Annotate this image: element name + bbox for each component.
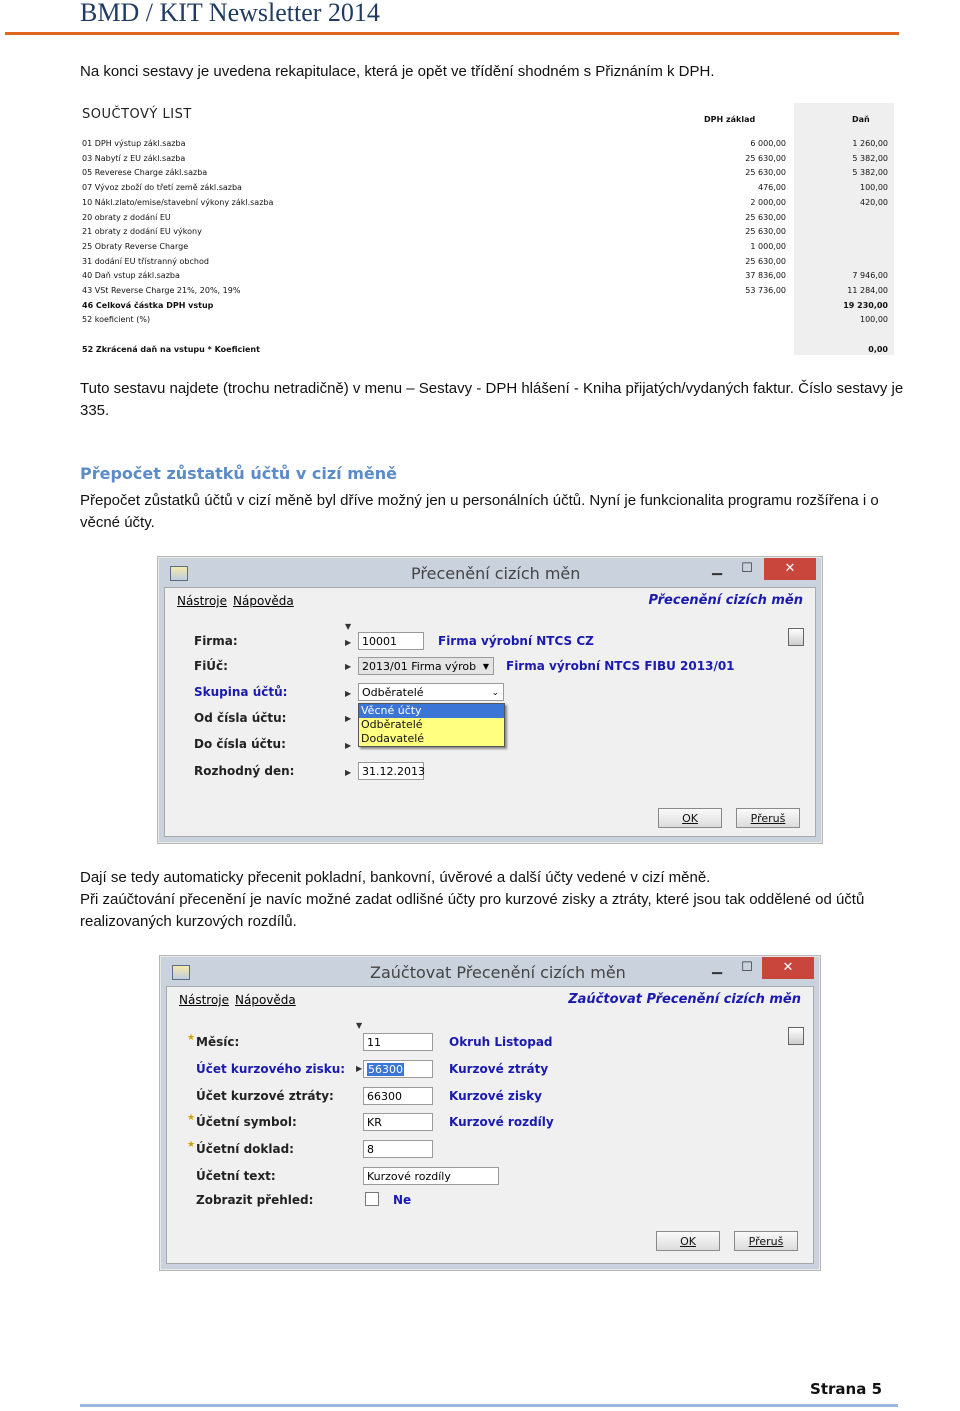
cancel-button[interactable] — [734, 1231, 798, 1251]
dialog-title: Přecenění cizích měn — [411, 564, 581, 583]
ok-label: OK — [680, 1235, 696, 1248]
label-skupina: Skupina účtů: — [194, 685, 288, 699]
tax-value: 5 382,00 — [852, 153, 888, 163]
footer-rule — [80, 1404, 898, 1407]
summary-row — [80, 286, 896, 301]
base-value: 37 836,00 — [745, 271, 786, 281]
lookup-arrow: ▶ — [345, 768, 352, 777]
base-value: 476,00 — [758, 183, 786, 193]
tax-value: 420,00 — [860, 197, 888, 207]
ok-button[interactable] — [658, 808, 722, 828]
minimize-button[interactable]: ▁ — [712, 561, 722, 576]
summary-row — [80, 168, 896, 183]
dropdown-option[interactable]: Věcné účty — [359, 704, 504, 718]
header-rule — [5, 32, 899, 35]
mesic-info: Okruh Listopad — [449, 1035, 553, 1049]
summary-row — [80, 139, 896, 154]
label-firma: Firma: — [194, 634, 238, 648]
menu-help[interactable]: Nápověda — [235, 993, 296, 1007]
fiuc-value: 2013/01 Firma výrob — [362, 660, 477, 673]
label-ucet-ztraty: Účet kurzové ztráty: — [196, 1089, 334, 1103]
row-label: 05 Reverese Charge zákl.sazba — [82, 168, 208, 178]
lookup-arrow: ▶ — [345, 638, 352, 647]
tax-value: 5 382,00 — [852, 168, 888, 178]
lookup-arrow: ▶ — [345, 689, 352, 698]
ucetni-symbol-info: Kurzové rozdíly — [449, 1115, 554, 1129]
row-label: 40 Daň vstup zákl.sazba — [82, 271, 180, 281]
row-label: 10 Nákl.zlato/emise/stavební výkony zákl.sazba — [82, 197, 274, 207]
dialog-titlebar — [158, 557, 822, 587]
tax-value: 1 260,00 — [852, 139, 888, 148]
base-column-header: DPH základ — [704, 115, 756, 124]
menu-path-paragraph: Tuto sestavu najdete (trochu netradičně) v menu – Sestavy - DPH hlášení - Kniha přijatých/vydaných faktur. Číslo sestavy je 335. — [80, 380, 904, 419]
tax-value: 0,00 — [868, 344, 888, 354]
ucetni-text-input[interactable]: Kurzové rozdíly — [363, 1167, 499, 1185]
lookup-arrow: ▶ — [345, 714, 352, 723]
summary-row — [80, 198, 896, 213]
base-value: 25 630,00 — [745, 153, 786, 163]
required-star-icon: ★ — [187, 1033, 196, 1043]
fiuc-select[interactable] — [358, 657, 494, 675]
newsletter-title: BMD / KIT Newsletter 2014 — [80, 0, 380, 27]
dialog-title: Zaúčtovat Přecenění cizích měn — [370, 963, 626, 982]
row-label: 01 DPH výstup zákl.sazba — [82, 139, 186, 148]
tax-value: 19 230,00 — [843, 300, 888, 310]
ucetni-doklad-input[interactable]: 8 — [363, 1140, 433, 1158]
dialog-titlebar — [160, 956, 820, 986]
ok-label: OK — [682, 812, 698, 825]
label-rozhodny-den: Rozhodný den: — [194, 764, 295, 778]
label-fiuc: FiÚč: — [194, 659, 228, 673]
label-ucetni-doklad: Účetní doklad: — [196, 1142, 294, 1156]
summary-row — [80, 315, 896, 330]
required-star-icon: ★ — [187, 1140, 196, 1150]
app-icon — [170, 566, 188, 581]
mesic-input[interactable]: 11 — [363, 1033, 433, 1051]
row-label: 07 Vývoz zboží do třetí země zákl.sazba — [82, 183, 242, 193]
ucetni-symbol-input[interactable]: KR — [363, 1113, 433, 1131]
cancel-label: Přeruš — [748, 1235, 784, 1248]
tax-value: 100,00 — [860, 315, 888, 325]
fiuc-info: Firma výrobní NTCS FIBU 2013/01 — [506, 659, 735, 673]
dropdown-option[interactable]: Dodavatelé — [361, 732, 425, 745]
zobrazit-prehled-value: Ne — [393, 1193, 412, 1207]
ucet-ztraty-info: Kurzové zisky — [449, 1089, 542, 1103]
app-icon — [172, 965, 190, 980]
label-mesic: Měsíc: — [196, 1035, 240, 1049]
menu-help[interactable]: Nápověda — [233, 594, 294, 608]
row-label: 25 Obraty Reverse Charge — [82, 241, 189, 251]
selected-text: 56300 — [368, 1063, 403, 1076]
posting-dialog — [159, 955, 821, 1271]
label-do-cisla: Do čísla účtu: — [194, 737, 286, 751]
label-zobrazit-prehled: Zobrazit přehled: — [196, 1193, 314, 1207]
summary-row — [80, 213, 896, 228]
summary-row — [80, 257, 896, 272]
summary-row — [80, 345, 896, 360]
skupina-select[interactable] — [358, 683, 504, 701]
summary-row — [80, 154, 896, 169]
chevron-down-icon: ⌄ — [491, 688, 499, 698]
menu-tools[interactable]: Nástroje — [179, 993, 230, 1007]
row-label: 43 VSt Reverse Charge 21%, 20%, 19% — [82, 286, 241, 295]
summary-row — [80, 183, 896, 198]
summary-row — [80, 227, 896, 242]
row-label: 03 Nabytí z EU zákl.sazba — [82, 153, 186, 163]
lookup-arrow: ▶ — [356, 1064, 363, 1073]
notes-icon[interactable] — [788, 1027, 804, 1045]
lookup-arrow: ▶ — [345, 741, 352, 750]
summary-title: SOUČTOVÝ LIST — [82, 107, 192, 122]
dropdown-option[interactable]: Odběratelé — [361, 718, 423, 731]
rozhodny-den-input[interactable]: 31.12.2013 — [358, 762, 424, 780]
firma-info: Firma výrobní NTCS CZ — [438, 634, 594, 648]
row-label: 21 obraty z dodání EU výkony — [82, 227, 202, 237]
firma-input[interactable]: 10001 — [358, 632, 424, 650]
summary-row — [80, 271, 896, 286]
page-number: Strana 5 — [810, 1380, 882, 1398]
zobrazit-prehled-checkbox[interactable] — [365, 1192, 379, 1206]
section-paragraph: Přepočet zůstatků účtů v cizí měně byl dříve možný jen u personálních účtů. Nyní je funkcionalita programu rozšířena i o věcné účty. — [80, 492, 879, 531]
label-ucetni-symbol: Účetní symbol: — [196, 1115, 297, 1129]
maximize-button[interactable]: ☐ — [741, 960, 753, 975]
maximize-button[interactable]: ☐ — [741, 561, 753, 576]
label-ucet-zisku: Účet kurzového zisku: — [196, 1062, 346, 1076]
ucet-ztraty-input[interactable]: 66300 — [363, 1087, 433, 1105]
summary-sheet — [80, 103, 896, 355]
revaluation-paragraph: Dají se tedy automaticky přecenit pokladní, bankovní, úvěrové a další účty vedené v cizí měně. — [80, 869, 711, 886]
posting-paragraph: Při zaúčtování přecenění je navíc možné zadat odlišné účty pro kurzové zisky a ztráty, které jsou tak oddělené od účtů realizovaných kurzových rozdílů. — [80, 891, 865, 930]
lookup-arrow: ▶ — [345, 662, 352, 671]
section-heading: Přepočet zůstatků účtů v cizí měně — [80, 464, 397, 483]
row-label: 46 Celková částka DPH vstup — [82, 300, 214, 310]
chevron-down-icon: ▼ — [482, 662, 489, 671]
close-button[interactable]: ✕ — [764, 558, 816, 580]
ucet-zisku-input[interactable] — [363, 1060, 433, 1078]
close-button[interactable]: ✕ — [762, 957, 814, 979]
base-value: 2 000,00 — [750, 197, 786, 207]
ok-button[interactable] — [656, 1231, 720, 1251]
base-value: 1 000,00 — [750, 241, 786, 251]
required-marker: ▼ — [356, 1021, 363, 1030]
row-label: 52 koeficient (%) — [82, 315, 151, 325]
minimize-button[interactable]: ▁ — [712, 960, 722, 975]
intro-paragraph: Na konci sestavy je uvedena rekapitulace, která je opět ve třídění shodném s Přiznáním k DPH. — [80, 63, 715, 80]
revaluation-dialog — [157, 556, 823, 844]
dialog-panel — [166, 986, 814, 1264]
tax-value: 100,00 — [860, 183, 888, 193]
dialog-panel — [164, 587, 816, 837]
panel-title: Přecenění cizích měn — [648, 593, 803, 608]
required-marker: ▼ — [345, 622, 352, 631]
base-value: 6 000,00 — [750, 139, 786, 148]
row-label: 20 obraty z dodání EU — [82, 212, 171, 222]
base-value: 53 736,00 — [745, 286, 786, 295]
label-od-cisla: Od čísla účtu: — [194, 711, 287, 725]
ucet-zisku-info: Kurzové ztráty — [449, 1062, 549, 1076]
base-value: 25 630,00 — [745, 212, 786, 222]
skupina-value: Odběratelé — [362, 686, 424, 699]
cancel-label: Přeruš — [750, 812, 786, 825]
notes-icon[interactable] — [788, 628, 804, 646]
base-value: 25 630,00 — [745, 227, 786, 237]
summary-row — [80, 301, 896, 316]
base-value: 25 630,00 — [745, 168, 786, 178]
summary-row — [80, 242, 896, 257]
tax-value: 7 946,00 — [852, 271, 888, 281]
menu-tools[interactable]: Nástroje — [177, 594, 228, 608]
skupina-dropdown-list — [358, 703, 505, 747]
tax-value: 11 284,00 — [847, 286, 888, 295]
base-value: 25 630,00 — [745, 256, 786, 266]
summary-row — [80, 330, 896, 345]
required-star-icon: ★ — [187, 1113, 196, 1123]
panel-title: Zaúčtovat Přecenění cizích měn — [568, 992, 801, 1007]
row-label: 31 dodání EU třístranný obchod — [82, 256, 209, 266]
row-label: 52 Zkrácená daň na vstupu * Koeficient — [82, 344, 260, 354]
tax-column-header: Daň — [852, 115, 870, 124]
label-ucetni-text: Účetní text: — [196, 1169, 276, 1183]
cancel-button[interactable] — [736, 808, 800, 828]
